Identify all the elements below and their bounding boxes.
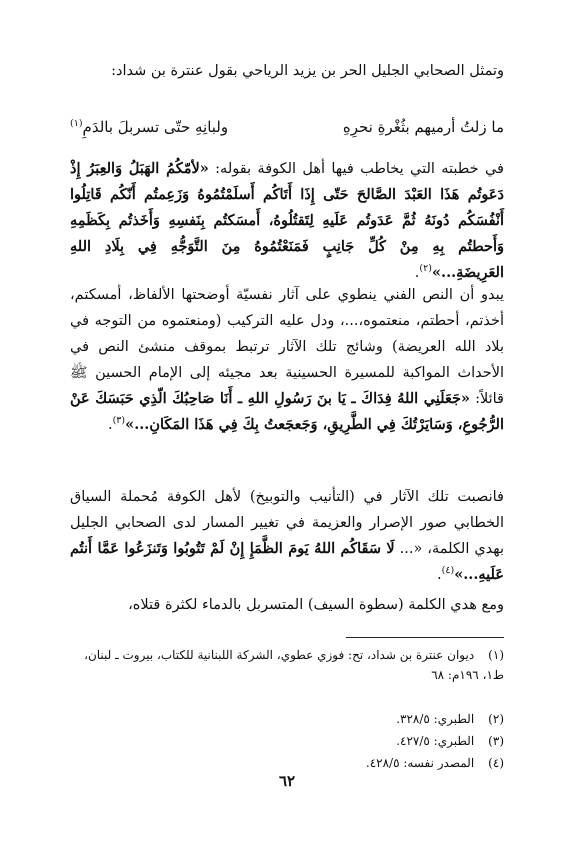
paragraph-analysis (70, 282, 504, 438)
poem-second-hemistich (70, 118, 228, 136)
paragraph-closing: ومع هدي الكلمة (سطوة السيف) المتسربل بالدماء لكثرة قتلاه، (128, 597, 504, 613)
hurr-quote: «جَعَلَنِي اللهُ فِدَاكَ ـ يَا بنَ رَسُولِ اللهِ ـ أَنَا صَاحِبُكَ الّذِي حَبَسَكَ عَنْ الرُّجُوعِ، وَسَايَرْتُكَ فِي الطَّرِيقِ، وَجَعجَعتُ بِكَ فِي هَذَا المَكَانِ...» (70, 390, 504, 433)
footnote-separator (346, 637, 504, 638)
footnote-3 (70, 731, 504, 751)
footnote-ref-3: (٣) (112, 415, 126, 427)
footnote-number: (٤) (488, 756, 504, 770)
footnote-ref-2: (٢) (419, 263, 432, 275)
paragraph-intro: وتمثل الصحابي الجليل الحر بن يزيد الرياحي بقول عنترة بن شداد: (111, 63, 504, 79)
footnote-4 (70, 753, 504, 773)
footnote-text: الطبري: ٤٢٧/٥. (396, 734, 475, 748)
footnote-ref-1: (١) (70, 118, 83, 129)
hemistich-left-text: ولبانِهِ حتّى تسربلَ بالدَمِ (82, 118, 229, 136)
footnote-text: ديوان عنترة بن شداد، تح: فوزي عطوي، الشركة اللبنانية للكتاب، بيروت ـ لبنان، ط١، ١٩٦م: ٦٨ (84, 648, 504, 682)
paragraph2-end: . (414, 265, 420, 281)
paragraph4-text: فانصبت تلك الآثار في (التأنيب والتوبيخ) لأهل الكوفة مُحملة السياق الخطابي صور الإصرار والعزيمة في تغيير المسار لدى الصحابي الجليل بهدي الكلمة، «... (70, 489, 505, 557)
footnote-1 (70, 645, 504, 685)
footnote-2 (70, 709, 504, 729)
poem-verse (70, 118, 504, 148)
footnote-text: المصدر نفسه: ٤٢٨/٥. (365, 756, 475, 770)
footnote-number: (٢) (488, 712, 504, 726)
rebuke-quote: لَا سَقَاكُم اللهُ يَومَ الظَّمَإِ إِنْ لَمْ تَتُوبُوا وَتَنزَعُوا عَمَّا أَنتُم عَلَيهِ...» (70, 540, 504, 583)
paragraph3-text: يبدو أن النص الفني ينطوي على آثار نفسيّة أوضحتها الألفاظ، أمسكتم، أخذتم، أحطتم، منعتموه،...، ودل عليه التركيب (ومنعتموه من التوجه في بلاد الله العريضة) وشائج تلك الآثار ترتبط بموقف منشئ النص في الأحداث المواكبة للمسيرة الحسينية بعد مجيئه إلى الإمام الحسين ﷺ قائلاً: (70, 287, 504, 407)
footnote-text: الطبري: ٣٢٨/٥. (396, 712, 475, 726)
page-number: ٦٢ (278, 772, 296, 790)
hemistich-right-text: ما زلتُ أرميهم بثُغْرةِ نحرِهِ (342, 118, 504, 136)
footnote-number: (٣) (488, 734, 504, 748)
paragraph4-end: . (437, 567, 442, 583)
paragraph-sermon (70, 156, 504, 286)
poem-first-hemistich (343, 118, 504, 136)
footnote-ref-4: (٤) (441, 565, 455, 577)
sermon-quote: «لأمّكُمُ الهَبَلُ وَالعِبَرُ إِذْ دَعَوتُم هَذَا العَبْدَ الصَّالحَ حَتّى إِذَا أَتَاكُم أَسلَمْتُمُوهُ وَزَعِمتُم أَنّكُم قَاتِلُوا أَنْفُسَكُم دُونَهُ ثُمَّ عَدَوتُم عَلَيهِ لِتَقتُلُوهُ، أَمسَكتُم بِنَفسِهِ وَأَخَذتُم بِكَظَمِهِ وَأَحطتُم بِهِ مِنْ كُلِّ جَانِبٍ فَمَنَعْتُمُوهُ مِنَ التَّوَجُّهِ فِي بِلَادِ اللهِ العَرِيضَةِ...» (70, 160, 504, 281)
paragraph-rebuke (70, 484, 504, 588)
paragraph3-end: . (107, 417, 113, 433)
footnote-number: (١) (488, 648, 504, 662)
paragraph2-intro: في خطبته التي يخاطب فيها أهل الكوفة بقوله: (208, 161, 504, 177)
